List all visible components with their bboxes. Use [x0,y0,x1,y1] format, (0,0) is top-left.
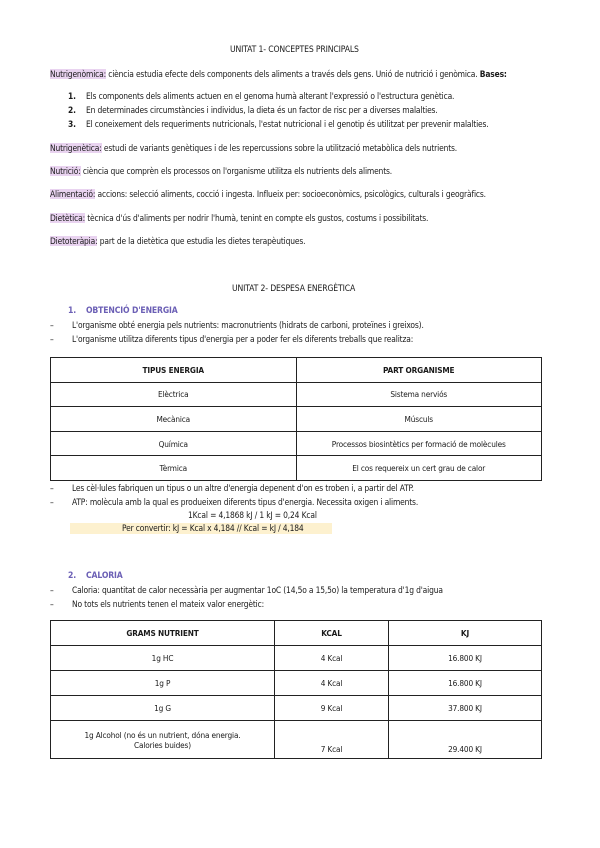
section1-heading [68,306,178,317]
definition-term: Nutrigenètica: [50,143,102,153]
definition-term: Nutrició: [50,166,81,176]
bullet-item: – Les cèl·lules fabriquen un tipus o un altre d'energia depenent d'on es troben i, a partir del ATP. [50,483,414,493]
definition-term: Dietoteràpia: [50,236,98,246]
table-cell: 37.800 KJ [389,696,542,721]
table-cell: El cos requereix un cert grau de calor [296,456,542,481]
table-cell: 4 Kcal [275,671,389,696]
bases-label: Bases: [479,69,507,79]
table-cell: Músculs [296,407,542,432]
bullet-text: No tots els nutrients tenen el mateix valor energètic: [72,599,264,609]
definition-text: part de la dietètica que estudia les dietes terapèutiques. [97,236,306,246]
unit2-title: UNITAT 2- DESPESA ENERGÈTICA [232,284,356,294]
bullet-text: Caloria: quantitat de calor necessària per augmentar 1oC (14,5o a 15,5o) la temperatura d'1g d'aigua [72,585,443,595]
table-cell: 4 Kcal [275,646,389,671]
table-cell: 1g HC [51,646,275,671]
section-number: 1. [68,306,77,316]
table-header-cell: PART ORGANISME [296,358,542,383]
bullet-item: – No tots els nutrients tenen el mateix valor energètic: [50,599,264,609]
definition-text: tècnica d'ús d'aliments per nodrir l'humà, tenint en compte els gustos, costums i possibilitats. [84,213,429,223]
table-cell: 16.800 KJ [389,671,542,696]
table-cell: Processos biosintètics per formació de molècules [296,431,542,456]
table-row [51,721,542,759]
bullet-text: ATP: molècula amb la qual es produeixen diferents tipus d'energia. Necessita oxigen i aliments. [72,497,419,507]
alcohol-line-1: 1g Alcohol (no és un nutrient, dóna energia. [84,729,241,740]
table-cell: Sistema nerviós [296,382,542,407]
unit1-title: UNITAT 1- CONCEPTES PRINCIPALS [230,45,359,55]
base-item-1 [68,91,454,102]
section-number: 2. [68,571,77,581]
table-header-cell: GRAMS NUTRIENT [51,621,275,646]
nutrigenomica-definition [50,69,507,80]
conversion-formula: 1Kcal = 4,1868 kJ / 1 kJ = 0,24 Kcal [188,510,317,520]
base-item-2 [68,105,438,116]
section2-heading [68,571,123,582]
bullet-text: Les cèl·lules fabriquen un tipus o un altre d'energia depenent d'on es troben i, a partir del ATP. [72,483,414,493]
definition-nutrigenetica [50,143,457,154]
nutrigenomica-text: ciència estudia efecte dels components dels aliments a través dels gens. Unió de nutrició i genòmica. [106,69,480,79]
table-row [51,456,542,481]
table-header-cell: KCAL [275,621,389,646]
conversion-rule: Per convertir: kJ = Kcal x 4,184 // Kcal = kJ / 4,184 [70,523,332,534]
base-number: 3. [68,119,76,129]
base-number: 2. [68,105,76,115]
energy-types-table [50,357,542,481]
table-cell: 1g P [51,671,275,696]
table-cell: Mecànica [51,407,297,432]
table-row [51,696,542,721]
definition-dietetica [50,213,428,224]
base-text: Els components dels aliments actuen en el genoma humà alterant l'expressió o l'estructura genètica. [86,91,455,101]
definition-text: ciència que comprèn els processos on l'organisme utilitza els nutrients dels aliments. [80,166,393,176]
table-cell: Elèctrica [51,382,297,407]
table-header-cell: KJ [389,621,542,646]
table-cell: 7 Kcal [275,721,389,759]
section-title: CALORIA [86,571,123,581]
table-row [51,671,542,696]
base-number: 1. [68,91,76,101]
bullet-item: – L'organisme utilitza diferents tipus d'energia per a poder fer els diferents treballs que realitza: [50,334,414,344]
alcohol-line-2: Calories buides) [134,739,191,750]
bullet-item: – L'organisme obté energia pels nutrients: macronutrients (hidrats de carboni, proteïnes i greixos). [50,320,424,330]
table-header-row [51,358,542,383]
section-title: OBTENCIÓ D'ENERGIA [86,306,178,316]
nutrigenomica-term: Nutrigenòmica: [50,69,106,79]
bullet-item: – ATP: molècula amb la qual es produeixen diferents tipus d'energia. Necessita oxigen i aliments. [50,497,419,507]
bullet-text: L'organisme utilitza diferents tipus d'energia per a poder fer els diferents treballs que realitza: [72,334,414,344]
definition-text: accions: selecció aliments, cocció i ingesta. Influeix per: socioeconòmics, psicològics, culturals i geogràfics. [95,189,486,199]
definition-dietoterapia [50,236,305,247]
definition-term: Dietètica: [50,213,85,223]
table-cell: Tèrmica [51,456,297,481]
base-text: En determinades circumstàncies i individus, la dieta és un factor de risc per a diverses malalties. [86,105,438,115]
table-cell: Química [51,431,297,456]
table-header-cell: TIPUS ENERGIA [51,358,297,383]
table-row [51,407,542,432]
table-cell: 9 Kcal [275,696,389,721]
definition-text: estudi de variants genètiques i de les repercussions sobre la utilització metabòlica dels nutrients. [101,143,458,153]
bullet-item: – Caloria: quantitat de calor necessària per augmentar 1oC (14,5o a 15,5o) la temperatura d'1g d'aigua [50,585,443,595]
calories-table [50,620,542,759]
table-row [51,431,542,456]
table-cell: 16.800 KJ [389,646,542,671]
table-header-row [51,621,542,646]
table-row [51,646,542,671]
definition-alimentacio [50,189,486,200]
definition-term: Alimentació: [50,189,96,199]
table-cell: 1g G [51,696,275,721]
base-item-3 [68,119,489,130]
table-cell [51,721,275,759]
base-text: El coneixement dels requeriments nutricionals, l'estat nutricional i el genotip és utilitzat per prevenir malalties. [86,119,489,129]
bullet-text: L'organisme obté energia pels nutrients: macronutrients (hidrats de carboni, proteïnes i greixos). [72,320,424,330]
table-row [51,382,542,407]
table-cell: 29.400 KJ [389,721,542,759]
definition-nutricio [50,166,392,177]
